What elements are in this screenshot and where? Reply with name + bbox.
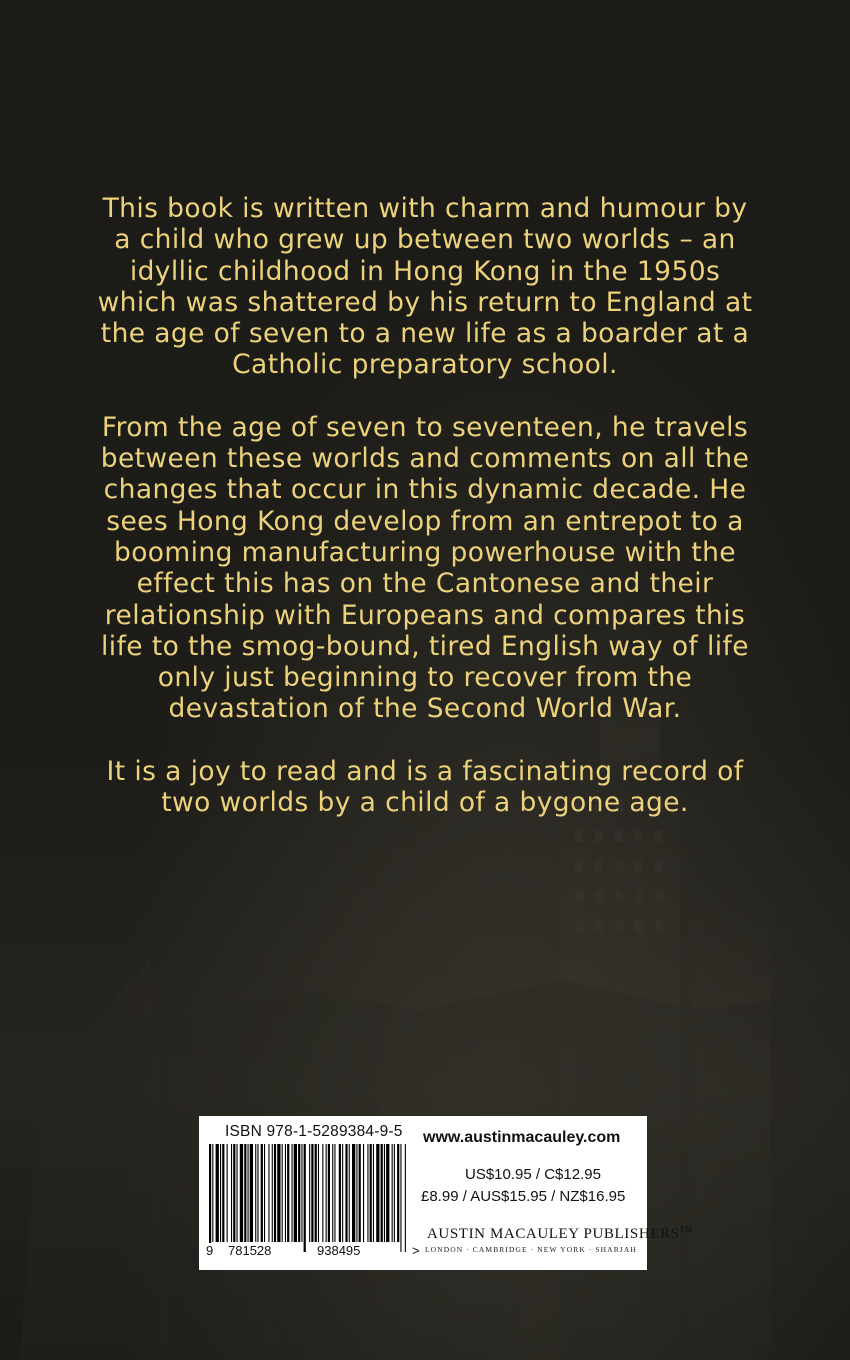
barcode-bar	[309, 1144, 310, 1242]
barcode-bar	[356, 1144, 357, 1242]
price-line-1: US$10.95 / C$12.95	[465, 1166, 601, 1183]
barcode-bar	[392, 1144, 393, 1242]
publisher-url: www.austinmacauley.com	[423, 1129, 621, 1146]
barcode-bar	[352, 1144, 355, 1242]
barcode-bar	[277, 1144, 280, 1242]
barcode-bar	[231, 1144, 232, 1242]
barcode-bar	[397, 1144, 399, 1242]
barcode-bars	[207, 1144, 407, 1256]
barcode-bar	[405, 1144, 406, 1252]
barcode-bar	[274, 1144, 276, 1242]
trademark-symbol: TM	[679, 1225, 693, 1234]
barcode-bar	[268, 1144, 269, 1242]
blurb-paragraph-1: This book is written with charm and humour by a child who grew up between two worlds – an idyllic childhood in Hong Kong in the 1950s which was shattered by his return to England at the age of seven to a new life as a boarder at a Catholic preparatory school.	[97, 193, 753, 381]
barcode-bar	[386, 1144, 389, 1242]
barcode-bar	[244, 1144, 246, 1242]
barcode-bar	[342, 1144, 343, 1242]
barcode-bar	[272, 1144, 273, 1242]
publisher-name: AUSTIN MACAULEY PUBLISHERS	[427, 1226, 680, 1242]
barcode-bar	[227, 1144, 228, 1242]
blurb-paragraph-2: From the age of seven to seventeen, he travels between these worlds and comments on all the changes that occur in this dynamic decade. He sees Hong Kong develop from an entrepot to a booming manufacturing powerhouse with the effect this has on the Cantonese and their relationship with Europeans and compares this life to the smog-bound, tired English way of life only just beginning to recover from the devastation of the Second World War.	[100, 411, 750, 725]
barcode-bar	[287, 1144, 289, 1242]
barcode-digits-group-1: 781528	[228, 1243, 272, 1258]
barcode-bar	[349, 1144, 350, 1242]
publisher-logo	[427, 1225, 693, 1243]
publisher-cities: LONDON · CAMBRIDGE · NEW YORK · SHARJAH	[425, 1245, 637, 1254]
barcode-bar	[304, 1144, 306, 1252]
barcode-digit-lead: 9	[206, 1243, 214, 1258]
isbn-number: ISBN 978-1-5289384-9-5	[225, 1123, 403, 1140]
barcode-bar	[363, 1144, 364, 1242]
barcode-bar	[209, 1144, 211, 1252]
barcode-bar	[394, 1144, 395, 1242]
barcode-bar	[322, 1144, 323, 1242]
barcode-bar	[285, 1144, 286, 1242]
barcode-bar	[250, 1144, 253, 1242]
barcode-bar	[216, 1144, 219, 1242]
blurb-paragraph-3: It is a joy to read and is a fascinating record of two worlds by a child of a bygone age.	[106, 755, 744, 819]
barcode-bar	[264, 1144, 265, 1242]
barcode-bar	[292, 1144, 293, 1242]
barcode-bar	[359, 1144, 361, 1242]
barcode-bar	[367, 1144, 368, 1242]
barcode-bar	[381, 1144, 383, 1242]
barcode-bar	[222, 1144, 224, 1242]
barcode-bar	[311, 1144, 313, 1242]
barcode-bar	[384, 1144, 385, 1242]
barcode-bar	[318, 1144, 319, 1242]
barcode-bar	[248, 1144, 249, 1242]
barcode-bar	[212, 1144, 213, 1242]
barcode-bar	[261, 1144, 263, 1242]
barcode-digits-group-2: 938495	[317, 1243, 361, 1258]
barcode-bar	[376, 1144, 379, 1242]
barcode-bar	[301, 1144, 302, 1242]
barcode-bar	[326, 1144, 327, 1242]
barcode-bar	[257, 1144, 258, 1242]
barcode-bar	[255, 1144, 256, 1242]
barcode-bar	[373, 1144, 374, 1242]
barcode-quiet-zone-marker: >	[412, 1243, 420, 1258]
barcode-bar	[345, 1144, 347, 1242]
barcode-bar	[400, 1144, 401, 1252]
barcode-bar	[233, 1144, 235, 1242]
barcode-bar	[334, 1144, 335, 1242]
barcode-bar	[332, 1144, 333, 1242]
barcode-bar	[315, 1144, 317, 1242]
barcode-bar	[370, 1144, 372, 1242]
barcode-bar	[240, 1144, 243, 1242]
barcode-bar	[328, 1144, 330, 1242]
barcode-bar	[220, 1144, 221, 1242]
barcode-bar	[282, 1144, 283, 1242]
barcode-label	[199, 1116, 693, 1270]
barcode-bar	[339, 1144, 341, 1242]
barcode-bar	[298, 1144, 300, 1242]
blurb-text	[95, 193, 755, 849]
price-line-2: £8.99 / AUS$15.95 / NZ$16.95	[421, 1188, 626, 1205]
barcode-bar	[237, 1144, 238, 1242]
barcode-bar	[294, 1144, 297, 1242]
